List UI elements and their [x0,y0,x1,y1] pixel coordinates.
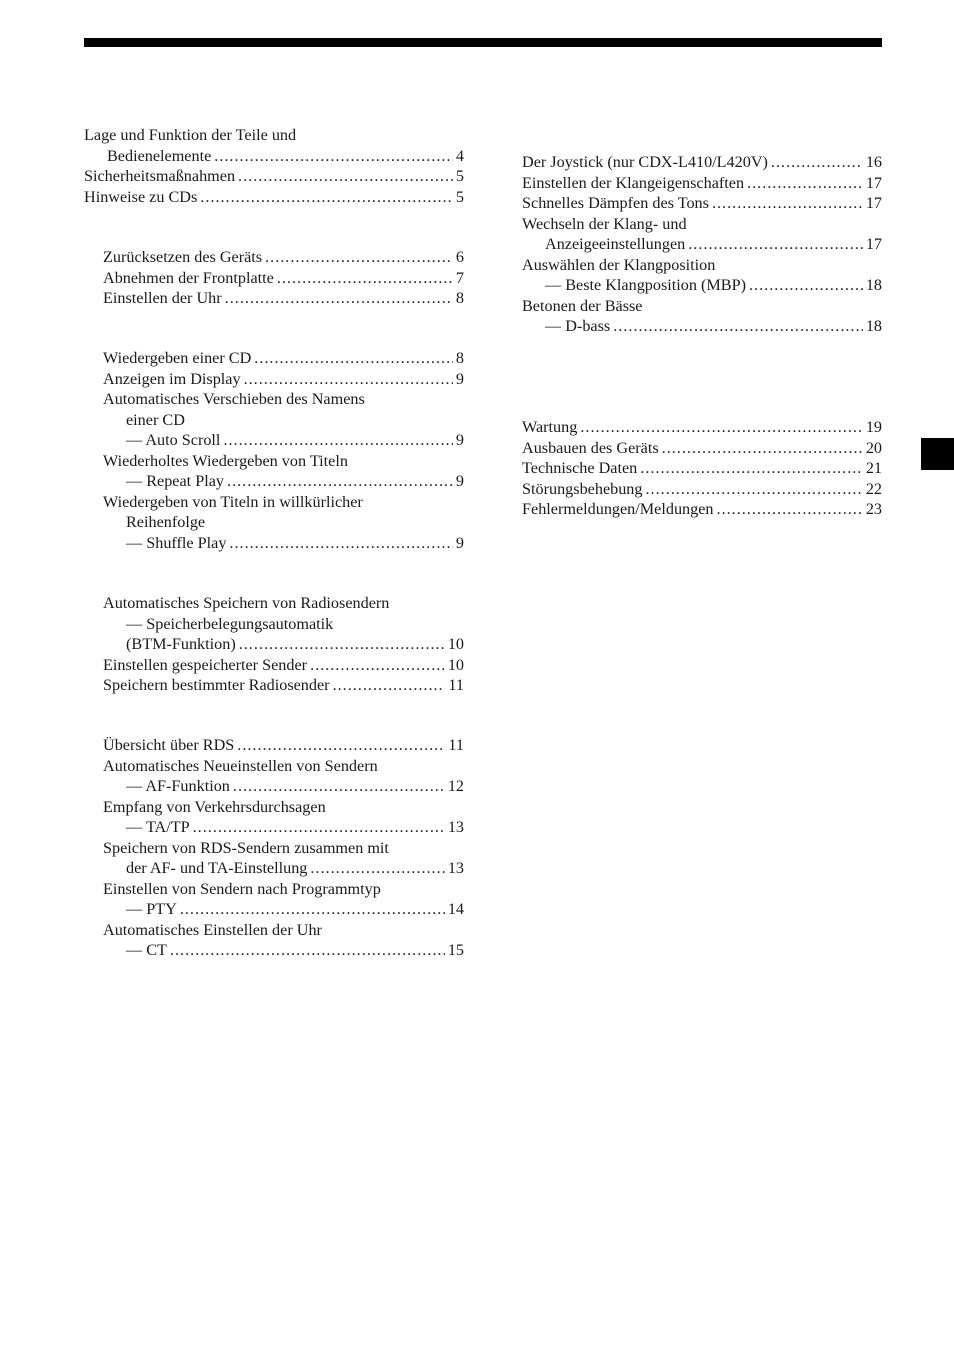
dot-leader [580,417,862,438]
dot-leader [223,430,452,451]
toc-entry-title: Schnelles Dämpfen des Tons [522,194,709,212]
toc-entry-line: Automatisches Speichern von Radiosendern [103,594,390,612]
toc-entry [84,187,464,208]
dot-leader [747,173,863,194]
toc-entry [126,858,464,879]
toc-page-number: 4 [455,146,464,165]
toc-page-number: 13 [447,859,464,877]
toc-page-number: 8 [455,289,464,307]
dot-leader [640,458,863,479]
toc-entry-line: Empfang von Verkehrsdurchsagen [103,797,326,816]
toc-entry-title: Wartung [522,418,578,436]
toc-entry-title: Bedienelemente [107,146,212,165]
toc-entry [126,471,464,492]
toc-entry [545,316,882,337]
dot-leader [225,288,453,309]
dot-leader [712,193,863,214]
toc-page-number: 11 [448,676,464,694]
toc-entry [126,430,464,451]
dot-leader [310,858,444,879]
toc-entry-line: Speichern von RDS-Sendern zusammen mit [103,838,389,857]
toc-entry-title: Wiedergeben einer CD [103,349,252,367]
toc-entry-title: — Shuffle Play [126,533,227,552]
section-tab-marker [921,438,954,470]
toc-entry-line: Automatisches Verschieben des Namens [103,390,365,408]
toc-entry-title: Ausbauen des Geräts [522,438,659,457]
toc-entry-title: Einstellen der Uhr [103,289,222,307]
toc-entry-line: Auswählen der Klangposition [522,255,716,274]
toc-page-number: 20 [865,438,882,457]
toc-page-number: 10 [447,635,464,653]
toc-entry-title: — D-bass [545,317,611,335]
toc-page-number: 5 [455,167,464,185]
toc-entry [126,899,464,920]
dot-leader [214,146,453,167]
toc-entry-line: Wiederholtes Wiedergeben von Titeln [103,451,348,470]
toc-entry-title: Einstellen gespeicherter Sender [103,655,308,674]
dot-leader [244,369,453,390]
toc-entry-title: Störungsbehebung [522,479,643,498]
top-rule [84,38,882,47]
toc-entry [545,234,882,255]
toc-entry-title: Fehlermeldungen/Meldungen [522,500,714,518]
toc-entry-title: Technische Daten [522,459,638,477]
toc-entry-line: Wechseln der Klang- und [522,214,687,233]
dot-leader [254,348,453,369]
toc-entry-line: Automatisches Einstellen der Uhr [103,920,322,939]
toc-entry [103,369,464,390]
dot-leader [310,655,445,676]
toc-entry-title: — Beste Klangposition (MBP) [545,276,746,294]
dot-leader [688,234,863,255]
toc-entry-title: Sicherheitsmaßnahmen [84,167,236,185]
dot-leader [227,471,453,492]
toc-entry [126,817,464,838]
dot-leader [200,187,453,208]
toc-page-number: 15 [447,941,464,959]
dot-leader [662,438,863,459]
toc-entry-title: — Auto Scroll [126,431,221,449]
toc-entry [126,533,464,554]
toc-entry-title: — PTY [126,900,177,918]
toc-entry-title: Der Joystick (nur CDX-L410/L420V) [522,153,768,171]
dot-leader [333,675,446,696]
toc-page-number: 18 [865,276,882,294]
toc-page-number: 7 [455,268,464,287]
dot-leader [749,275,863,296]
toc-page-number: 9 [455,472,464,490]
toc-entry-line: Betonen der Bässe [522,296,643,315]
toc-entry [103,675,464,696]
toc-entry [522,499,882,520]
toc-entry-line: Automatisches Neueinstellen von Sendern [103,756,378,775]
dot-leader [238,166,453,187]
toc-entry-title: der AF- und TA-Einstellung [126,859,308,877]
toc-entry-title: — TA/TP [126,818,190,836]
toc-entry [126,634,464,655]
dot-leader [193,817,445,838]
dot-leader [239,634,445,655]
dot-leader [646,479,863,500]
toc-entry [522,438,882,459]
toc-page-number: 9 [455,369,464,388]
toc-entry [107,146,464,167]
toc-entry-line: Einstellen von Sendern nach Programmtyp [103,879,381,898]
toc-entry [522,417,882,438]
toc-page-number: 19 [865,418,882,436]
toc-entry-title: Abnehmen der Frontplatte [103,268,274,287]
toc-page-number: 13 [447,818,464,836]
dot-leader [229,533,452,554]
toc-entry-title: — Repeat Play [126,472,225,490]
toc-page-number: 11 [448,736,464,754]
dot-leader [265,247,453,268]
toc-entry-title: Übersicht über RDS [103,736,235,754]
toc-page-number: 23 [865,500,882,518]
dot-leader [277,268,453,289]
toc-entry-title: (BTM-Funktion) [126,635,236,653]
toc-page-number: 17 [865,173,882,192]
toc-entry [103,288,464,309]
toc-page-number: 6 [455,248,464,266]
dot-leader [613,316,863,337]
toc-entry-line: Wiedergeben von Titeln in willkürlicher [103,492,363,511]
toc-entry-title: — CT [126,941,167,959]
toc-entry-line: — Speicherbelegungsautomatik [126,614,334,633]
toc-entry [103,348,464,369]
toc-entry [522,173,882,194]
toc-entry [522,479,882,500]
toc-entry-title: Zurücksetzen des Geräts [103,248,263,266]
toc-entry-line: Lage und Funktion der Teile und [84,126,297,144]
toc-page-number: 21 [865,459,882,477]
toc-entry-title: Speichern bestimmter Radiosender [103,676,330,694]
toc-entry-title: Einstellen der Klangeigenschaften [522,173,745,192]
dot-leader [717,499,863,520]
toc-entry [103,655,464,676]
toc-page-number: 16 [865,153,882,171]
toc-page-number: 9 [455,431,464,449]
toc-entry-line: einer CD [126,410,185,429]
toc-entry-title: — AF-Funktion [126,777,230,795]
toc-page-number: 17 [865,194,882,212]
toc-page-number: 9 [455,533,464,552]
dot-leader [237,735,445,756]
toc-page-number: 17 [865,235,882,253]
toc-entry [103,247,464,268]
dot-leader [170,940,445,961]
toc-page-number: 18 [865,317,882,335]
toc-entry [522,458,882,479]
dot-leader [233,776,445,797]
toc-page-number: 22 [865,479,882,498]
toc-page-number: 14 [447,900,464,918]
toc-entry-title: Anzeigeeinstellungen [545,235,686,253]
toc-entry [126,776,464,797]
toc-page-number: 12 [447,777,464,795]
toc-page-number: 8 [455,349,464,367]
toc-entry [126,940,464,961]
toc-entry-title: Anzeigen im Display [103,369,241,388]
dot-leader [771,152,863,173]
toc-page-number: 10 [447,655,464,674]
toc-entry-line: Reihenfolge [126,513,206,531]
toc-page-number: 5 [455,187,464,206]
toc-entry [103,735,464,756]
toc-entry [545,275,882,296]
toc-entry [103,268,464,289]
toc-entry-title: Hinweise zu CDs [84,187,198,206]
dot-leader [180,899,445,920]
toc-entry [522,193,882,214]
toc-entry [522,152,882,173]
toc-entry [84,166,464,187]
